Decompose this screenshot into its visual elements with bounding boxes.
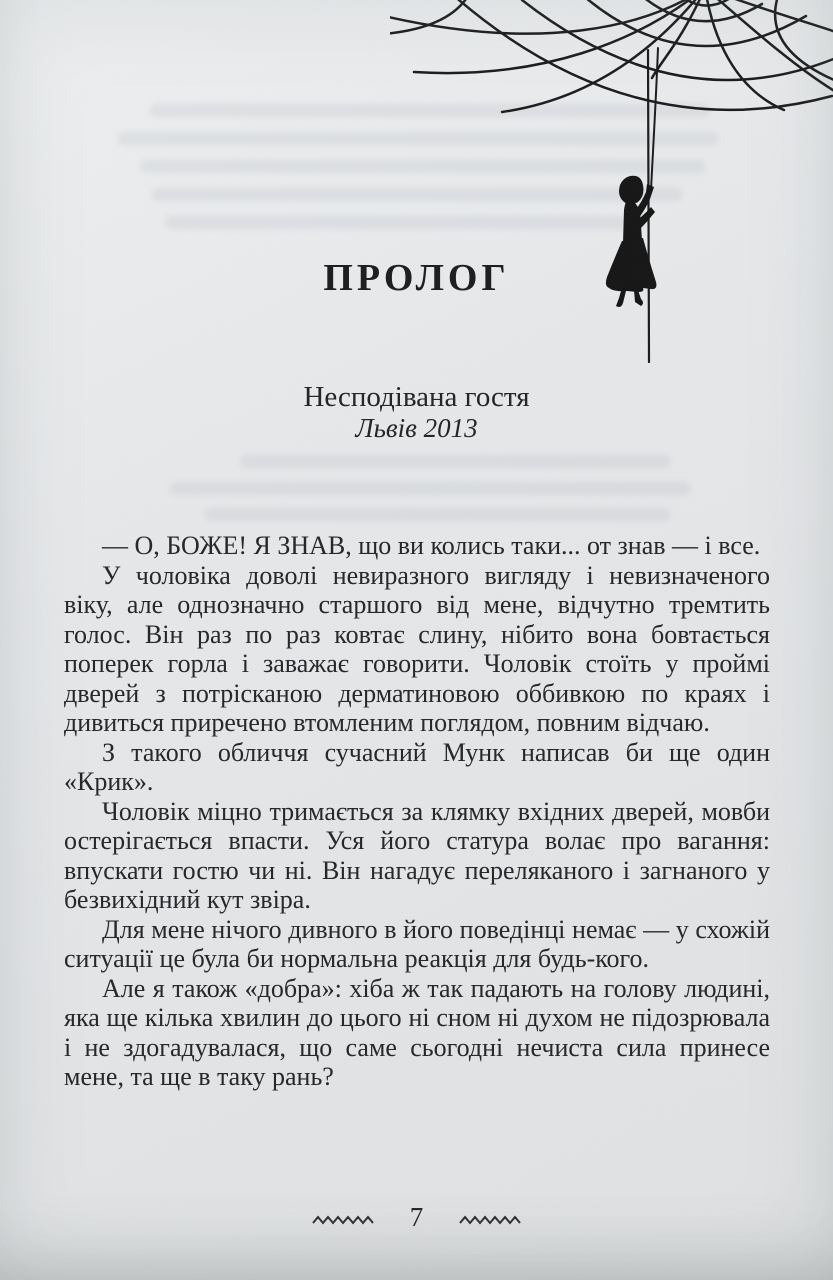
- section-place-date: Львів 2013: [355, 413, 478, 443]
- bleed-strip: [165, 216, 645, 229]
- chapter-title: ПРОЛОГ: [323, 257, 510, 299]
- zigzag-ornament-icon: [312, 1215, 374, 1225]
- page-number: 7: [409, 1202, 424, 1232]
- paragraph: Але я також «добра»: хіба ж так падають на голову людині, яка ще кілька хвилин до цього ні сном ні духом не підозрювала і не здогадувалася, що саме сьогодні нечиста сила принесе мене, та ще в таку рань?: [64, 973, 770, 1091]
- bleed-strip: [170, 482, 690, 495]
- paragraph: З такого обличчя сучасний Мунк написав би ще один «Крик».: [64, 737, 770, 796]
- paragraph: Для мене нічого дивного в його поведінці немає — у схожій ситуації це була би нормальна реакція для будь-кого.: [64, 914, 770, 973]
- page-footer: [0, 1202, 833, 1233]
- zigzag-ornament-icon: [459, 1215, 521, 1225]
- paragraph: У чоловіка доволі невиразного вигляду і невизначеного віку, але однозначно старшого від мене, відчутно тремтить голос. Він раз по раз ковтає слину, нібито вона бовтається поперек горла і заважає говорити. Чоловік стоїть у проймі дверей з потрісканою дерматиновою оббивкою по краях і дивиться приречено втомленим поглядом, повним відчаю.: [64, 560, 770, 737]
- spider-web-icon: [390, 0, 833, 112]
- section-title: Несподівана гостя: [303, 381, 530, 413]
- bleed-strip: [205, 508, 670, 521]
- body-text: [64, 531, 770, 1092]
- web-thread: [648, 48, 658, 362]
- paragraph: Чоловік міцно тримається за клямку вхідних дверей, мовби остерігається впасти. Уся його статура волає про вагання: впускати гостю чи ні. Він нагадує переляканого і загнаного у безвихідний кут звіра.: [64, 796, 770, 914]
- paragraph: — О, БОЖЕ! Я ЗНАВ, що ви колись таки... от знав — і все.: [102, 531, 761, 560]
- bleed-strip: [150, 104, 710, 117]
- bleed-strip: [152, 188, 682, 201]
- bleed-strip: [240, 455, 670, 468]
- bleed-strip: [118, 132, 718, 145]
- bleed-strip: [140, 160, 705, 173]
